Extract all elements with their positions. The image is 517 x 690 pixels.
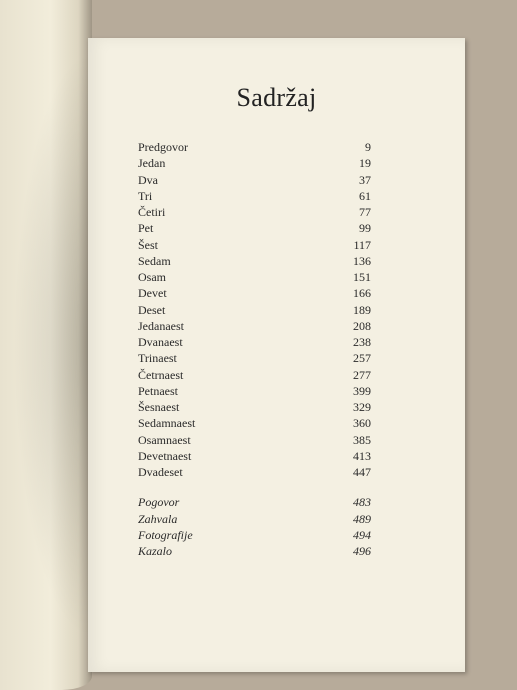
toc-entry-page: 399 (353, 383, 371, 398)
toc-entry (138, 172, 371, 188)
toc-entry (138, 285, 371, 301)
toc-entry-page: 447 (353, 465, 371, 479)
toc-entry-page: 277 (353, 367, 371, 382)
toc-entry-title: Četrnaest (138, 367, 184, 382)
toc-entry (138, 220, 371, 236)
toc-entry-title: Kazalo (138, 544, 173, 558)
toc-entry-page: 99 (359, 221, 371, 236)
toc-backmatter-entry (138, 494, 371, 510)
toc-entry-title: Devetnaest (138, 448, 192, 463)
toc-entry-title: Zahvala (138, 511, 178, 526)
toc-backmatter-entry (138, 543, 371, 559)
toc-entry-title: Devet (138, 286, 167, 301)
left-page (0, 0, 92, 690)
toc-entry-title: Petnaest (138, 383, 178, 398)
toc-entry-title: Osam (138, 270, 166, 284)
toc-entry-title: Šesnaest (138, 400, 180, 414)
toc-entry-page: 489 (353, 511, 371, 526)
toc-entry-page: 483 (353, 495, 371, 510)
toc-entry-page: 208 (353, 318, 371, 333)
toc-entry-page: 238 (353, 335, 371, 349)
toc-entry (138, 334, 371, 350)
section-gap (138, 480, 371, 494)
toc-entry-title: Tri (138, 188, 153, 203)
toc-entry-title: Osamnaest (138, 432, 191, 447)
toc-entry-page: 385 (353, 432, 371, 447)
toc-entry-title: Jedanaest (138, 318, 184, 333)
toc-entry-title: Sedamnaest (138, 416, 196, 431)
toc-entry (138, 155, 371, 171)
page-title: Sadržaj (236, 83, 317, 112)
page-curl-shadow (0, 0, 92, 690)
toc-entry-page: 117 (353, 237, 371, 252)
toc-entry (138, 302, 371, 318)
toc-entry (138, 237, 371, 253)
toc-entry (138, 448, 371, 464)
toc-entry-title: Dvanaest (138, 335, 183, 349)
toc-entry-page: 77 (359, 205, 371, 219)
toc-entry-title: Četiri (138, 205, 166, 219)
toc-entry (138, 383, 371, 399)
toc-entry (138, 188, 371, 204)
toc-entry (138, 432, 371, 448)
toc-entry-page: 151 (353, 270, 371, 284)
toc-entry (138, 367, 371, 383)
toc-backmatter-entry (138, 527, 371, 543)
toc-entry-title: Pet (138, 221, 154, 236)
toc-entry (138, 415, 371, 431)
toc-entry-title: Sedam (138, 253, 171, 268)
toc-entry (138, 204, 371, 220)
toc-entry-page: 257 (353, 351, 371, 366)
toc-entry-title: Trinaest (138, 351, 177, 366)
toc-entry-title: Predgovor (138, 140, 188, 154)
toc-entry-page: 19 (359, 156, 371, 171)
toc-entry-page: 360 (353, 416, 371, 431)
toc-entry-title: Dvadeset (138, 465, 183, 479)
toc-entry (138, 350, 371, 366)
toc-entry-title: Jedan (138, 156, 166, 171)
toc-entry-page: 413 (353, 448, 371, 463)
toc-entry (138, 464, 371, 480)
toc-entry-page: 136 (353, 253, 371, 268)
right-page (88, 38, 465, 672)
toc-entry-page: 496 (353, 544, 371, 558)
toc-entry-page: 166 (353, 286, 371, 301)
toc-entry-title: Deset (138, 302, 166, 317)
toc-entry (138, 318, 371, 334)
toc-entry (138, 139, 371, 155)
toc-entry-page: 329 (353, 400, 371, 414)
toc-entry-page: 189 (353, 302, 371, 317)
toc-entry-page: 9 (365, 140, 371, 154)
toc-entry-title: Dva (138, 172, 158, 187)
toc-entry (138, 269, 371, 285)
toc-entry-title: Šest (138, 237, 159, 252)
toc-entry-title: Fotografije (138, 527, 193, 542)
toc-entry (138, 253, 371, 269)
toc-entry-title: Pogovor (138, 495, 180, 510)
table-of-contents (138, 139, 371, 559)
toc-entry-page: 37 (359, 172, 371, 187)
toc-backmatter-entry (138, 511, 371, 527)
toc-entry-page: 61 (359, 188, 371, 203)
toc-entry-page: 494 (353, 527, 371, 542)
toc-entry (138, 399, 371, 415)
